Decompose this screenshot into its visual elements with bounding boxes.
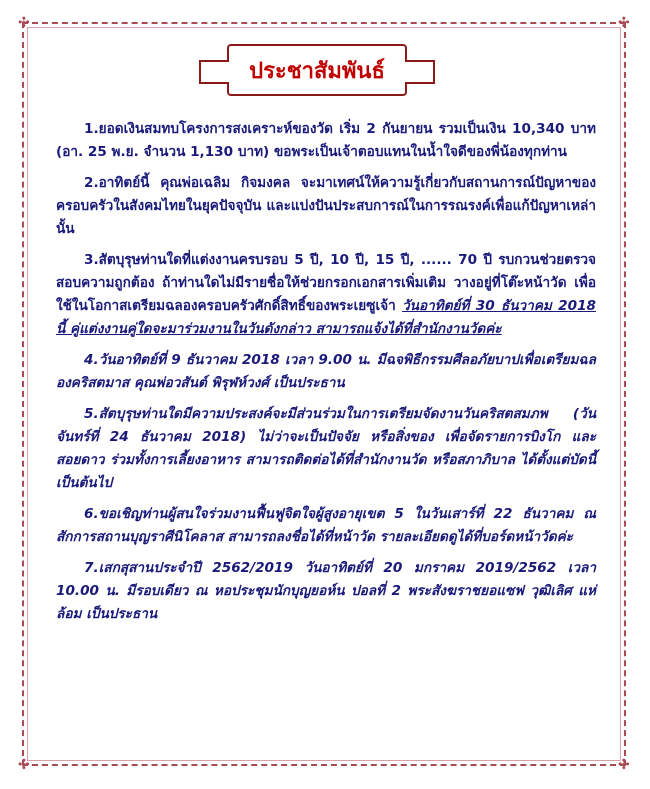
announcement-item-5 <box>56 403 596 495</box>
announcement-item-3 <box>56 249 596 341</box>
announcement-item-7 <box>56 557 596 626</box>
announcement-text: 1.ยอดเงินสมทบโครงการสงเคราะห์ของวัด เริ่ม 2 กันยายน รวมเป็นเงิน 10,340 บาท (อา. 25 พ.ย. จำนวน 1,130 บาท) ขอพระเป็นเจ้าตอบแทนในน้ำใจดีของพี่น้องทุกท่าน <box>56 121 596 160</box>
announcement-text: 4.วันอาทิตย์ที่ 9 ธันวาคม 2018 เวลา 9.00 น. มีฉจพิธีกรรมศีลอภัยบาปเพื่อเตรียมฉลองคริสตมาส คุณพ่อวสันต์ พิรุฬห์วงศ์ เป็นประธาน <box>56 352 596 391</box>
announcement-list <box>56 118 596 634</box>
announcement-item-2 <box>56 172 596 241</box>
announcement-underlined-note: วันอาทิตย์ที่ 30 ธันวาคม 2018 นี้ คู่แต่งงานคู่ใดจะมาร่วมงานในวันดังกล่าว สามารถแจ้งได้ที่สำนักงานวัดค่ะ <box>56 298 596 337</box>
announcement-item-1 <box>56 118 596 164</box>
announcement-text: 7.เสกสุสานประจำปี 2562/2019 วันอาทิตย์ที่ 20 มกราคม 2019/2562 เวลา 10.00 น. มีรอบเดียว ณ หอประชุมนักบุญยอห์น ปอลที่ 2 พระสังฆราชยอแซฟ วุฒิเลิศ แห่ล้อม เป็นประธาน <box>56 560 596 622</box>
announcement-text: 3.สัตบุรุษท่านใดที่แต่งงานครบรอบ 5 ปี, 10 ปี, 15 ปี, ...... 70 ปี รบกวนช่วยตรวจสอบความถูกต้อง ถ้าท่านใดไม่มีรายชื่อให้ช่วยกรอกเอกสารเพิ่มเติม วางอยู่ที่โต๊ะหน้าวัด เพื่อใช้ในโอกาสเตรียมฉลองครอบครัวศักดิ์สิทธิ์ของพระเยซูเจ้า <box>56 252 596 314</box>
page-title: ประชาสัมพันธ์ <box>249 58 385 84</box>
corner-ornament-top-left: ✣ <box>18 15 30 31</box>
announcement-text: 2.อาทิตย์นี้ คุณพ่อเฉลิม กิจมงคล จะมาเทศน์ให้ความรู้เกี่ยวกับสถานการณ์ปัญหาของครอบครัวในสังคมไทยในยุคปัจจุบัน และแบ่งปันประสบการณ์ในการรณรงค์เพื่อแก้ปัญหาเหล่านั้น <box>56 175 596 237</box>
corner-ornament-bottom-left: ✣ <box>18 757 30 773</box>
title-banner <box>227 44 407 96</box>
corner-ornament-bottom-right: ✣ <box>618 757 630 773</box>
announcement-text: 5.สัตบุรุษท่านใดมีความประสงค์จะมีส่วนร่วมในการเตรียมจัดงานวันคริสตสมภพ (วันจันทร์ที่ 24 ธันวาคม 2018) ไม่ว่าจะเป็นปัจจัย หรือสิ่งของ เพื่อจัดรายการบิงโก และสอยดาว ร่วมทั้งการเลี้ยงอาหาร สามารถติดต่อได้ที่สำนักงานวัด หรือสภาภิบาล ได้ตั้งแต่บัดนี้เป็นต้นไป <box>56 406 596 491</box>
announcement-item-4 <box>56 349 596 395</box>
corner-ornament-top-right: ✣ <box>618 15 630 31</box>
announcement-item-6 <box>56 503 596 549</box>
announcement-text: 6.ขอเชิญท่านผู้สนใจร่วมงานฟื้นฟูจิตใจผู้สูงอายุเขต 5 ในวันเสาร์ที่ 22 ธันวาคม ณ สักการสถานบุญราศีนิโคลาส สามารถลงชื่อได้ที่หน้าวัด รายละเอียดดูได้ที่บอร์ดหน้าวัดค่ะ <box>56 506 596 545</box>
